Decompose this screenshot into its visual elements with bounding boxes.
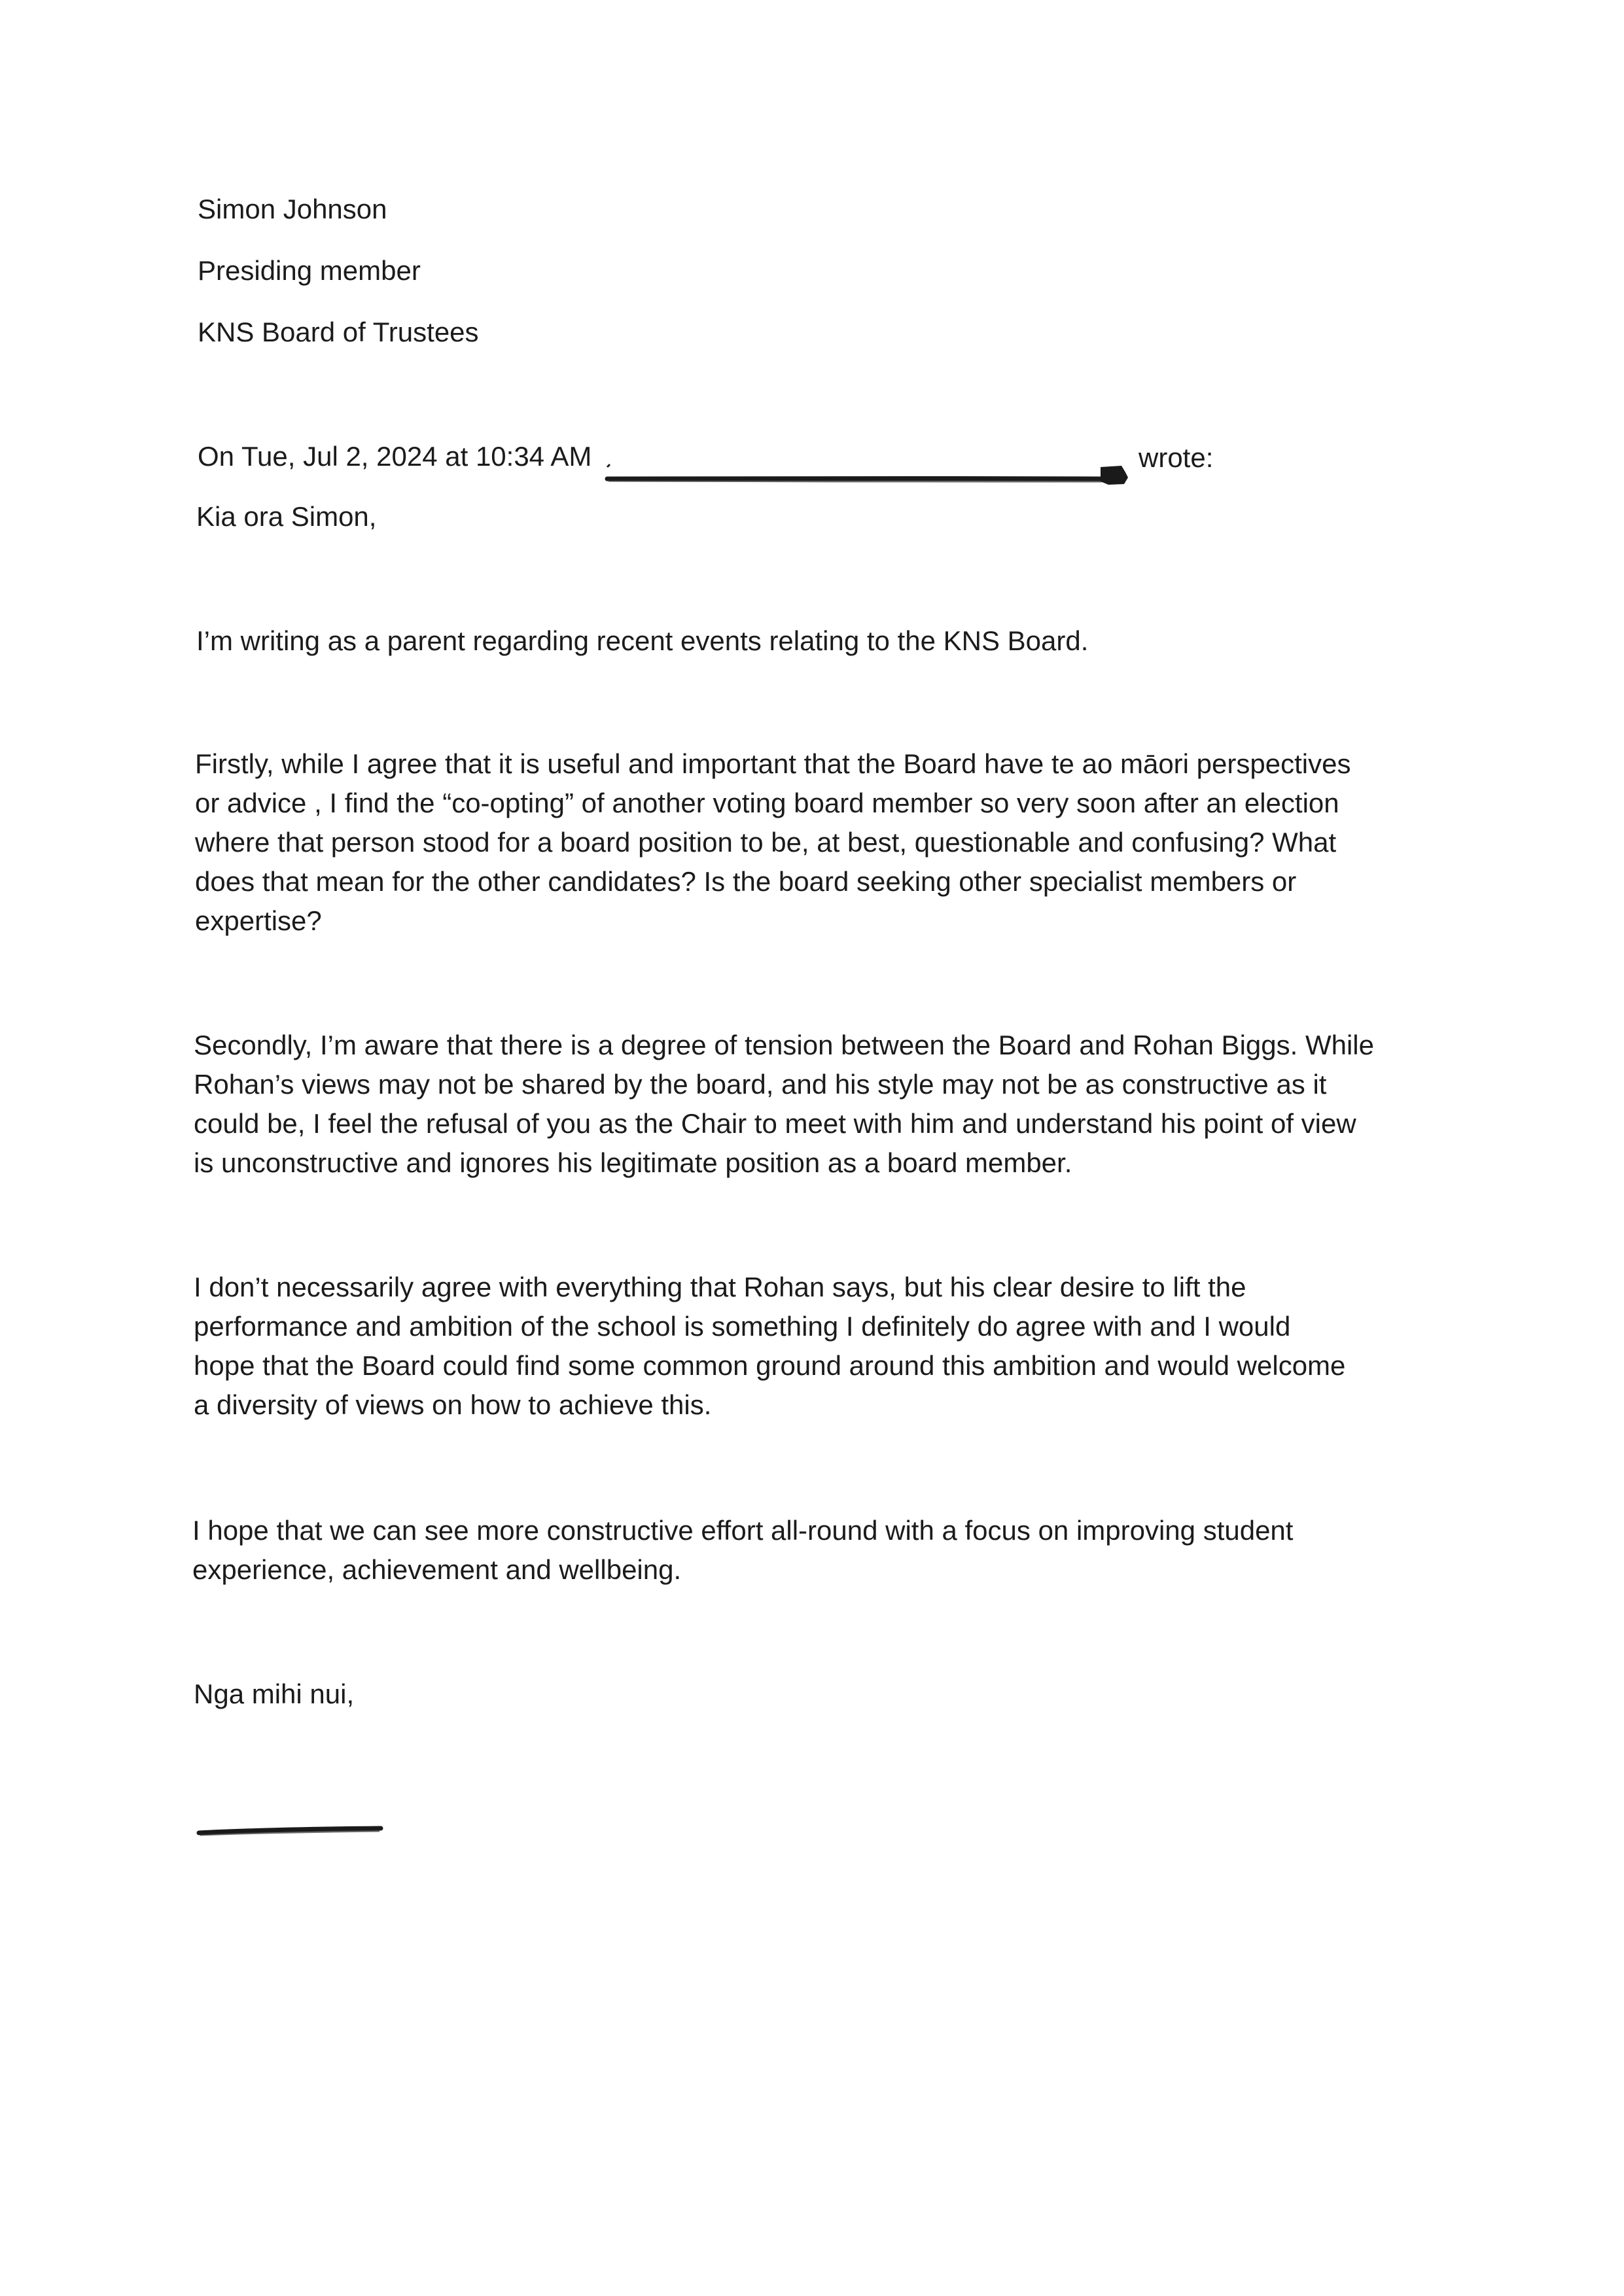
paragraph-line: Firstly, while I agree that it is useful and important that the Board have te ao māori perspectives — [195, 748, 1351, 779]
recipient-name: Simon Johnson — [198, 194, 387, 224]
signature-redaction — [196, 1820, 386, 1839]
paragraph-line: Rohan’s views may not be shared by the board, and his style may not be as constructive as it — [194, 1069, 1327, 1100]
paragraph-line: a diversity of views on how to achieve this. — [194, 1389, 712, 1420]
paragraph-line: hope that the Board could find some common ground around this ambition and would welcome — [194, 1350, 1346, 1381]
body-paragraph-2 — [195, 744, 1624, 941]
redaction-mark — [605, 463, 1135, 485]
paragraph-line: I don’t necessarily agree with everything that Rohan says, but his clear desire to lift the — [194, 1272, 1246, 1302]
paragraph-line: I’m writing as a parent regarding recent events relating to the KNS Board. — [196, 625, 1089, 656]
paragraph-line: performance and ambition of the school is something I definitely do agree with and I would — [194, 1311, 1291, 1342]
paragraph-line: Secondly, I’m aware that there is a degree of tension between the Board and Rohan Biggs. While — [194, 1030, 1374, 1060]
paragraph-line: or advice , I find the “co-opting” of another voting board member so very soon after an election — [195, 788, 1339, 818]
paragraph-line: is unconstructive and ignores his legitimate position as a board member. — [194, 1147, 1072, 1178]
paragraph-line: does that mean for the other candidates? Is the board seeking other specialist members or — [195, 866, 1297, 897]
recipient-organization: KNS Board of Trustees — [198, 317, 479, 347]
paragraph-line: where that person stood for a board position to be, at best, questionable and confusing? What — [195, 827, 1337, 858]
body-paragraph-5 — [192, 1511, 1624, 1590]
body-paragraph-1 — [196, 621, 1624, 661]
paragraph-line: I hope that we can see more constructive effort all-round with a focus on improving student — [192, 1515, 1294, 1546]
quote-header-prefix: On Tue, Jul 2, 2024 at 10:34 AM — [198, 441, 592, 472]
greeting: Kia ora Simon, — [196, 501, 377, 532]
paragraph-line: experience, achievement and wellbeing. — [192, 1554, 682, 1585]
quote-header-suffix: wrote: — [1139, 442, 1214, 473]
recipient-role: Presiding member — [198, 255, 421, 286]
paragraph-line: could be, I feel the refusal of you as the Chair to meet with him and understand his point of view — [194, 1108, 1356, 1139]
body-paragraph-4 — [194, 1268, 1624, 1425]
body-paragraph-3 — [194, 1026, 1624, 1183]
signoff: Nga mihi nui, — [194, 1679, 355, 1709]
paragraph-line: expertise? — [195, 905, 322, 936]
